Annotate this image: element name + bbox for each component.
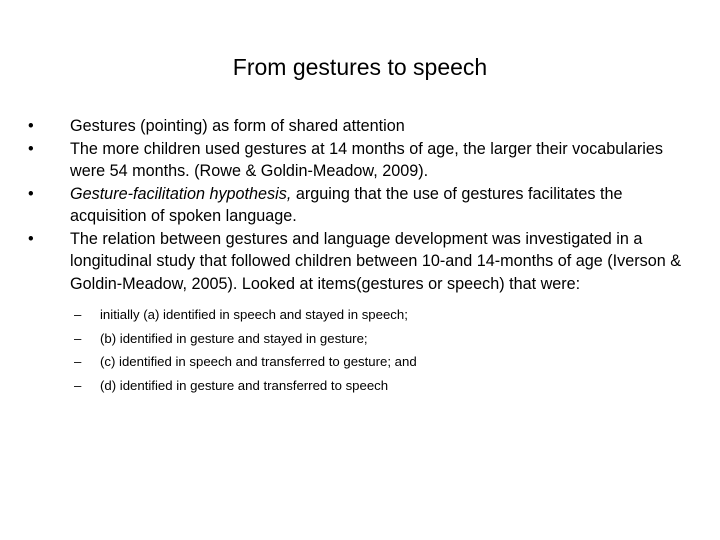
bullet-italic-term: Gesture-facilitation hypothesis, <box>70 184 292 203</box>
bullet-marker: • <box>28 184 34 203</box>
sub-item <box>70 374 692 398</box>
bullet-item <box>28 138 692 183</box>
bullet-list <box>28 115 692 397</box>
sub-text: (c) identified in speech and transferred to gesture; and <box>100 354 417 369</box>
bullet-marker: • <box>28 139 34 158</box>
bullet-item <box>28 228 692 398</box>
bullet-marker: • <box>28 117 34 135</box>
bullet-marker: • <box>28 229 34 248</box>
bullet-item <box>28 183 692 228</box>
sub-item <box>70 327 692 351</box>
slide-title: From gestures to speech <box>232 54 488 80</box>
sub-marker: – <box>74 307 82 322</box>
bullet-text: arguing that the use of gestures facilitates the acquisition of spoken language. <box>70 184 623 225</box>
sub-text: (d) identified in gesture and transferred to speech <box>100 377 389 393</box>
sub-item <box>70 303 692 327</box>
sub-marker: – <box>74 377 82 393</box>
sub-list <box>70 303 692 397</box>
bullet-item <box>28 115 692 138</box>
sub-text: initially (a) identified in speech and stayed in speech; <box>100 307 408 322</box>
bullet-text: The more children used gestures at 14 months of age, the larger their vocabularies were 54 months. (Rowe & Goldin-Meadow, 2009). <box>70 139 663 180</box>
bullet-text: The relation between gestures and language development was investigated in a longitudinal study that followed children between 10-and 14-months of age (Iverson & Goldin-Meadow, 2005). Looked at items(gestures or speech) that were: <box>70 229 682 293</box>
sub-text: (b) identified in gesture and stayed in gesture; <box>100 330 368 346</box>
bullet-text: Gestures (pointing) as form of shared attention <box>70 117 405 135</box>
sub-marker: – <box>74 354 82 369</box>
sub-item <box>70 350 692 374</box>
sub-marker: – <box>74 330 82 346</box>
